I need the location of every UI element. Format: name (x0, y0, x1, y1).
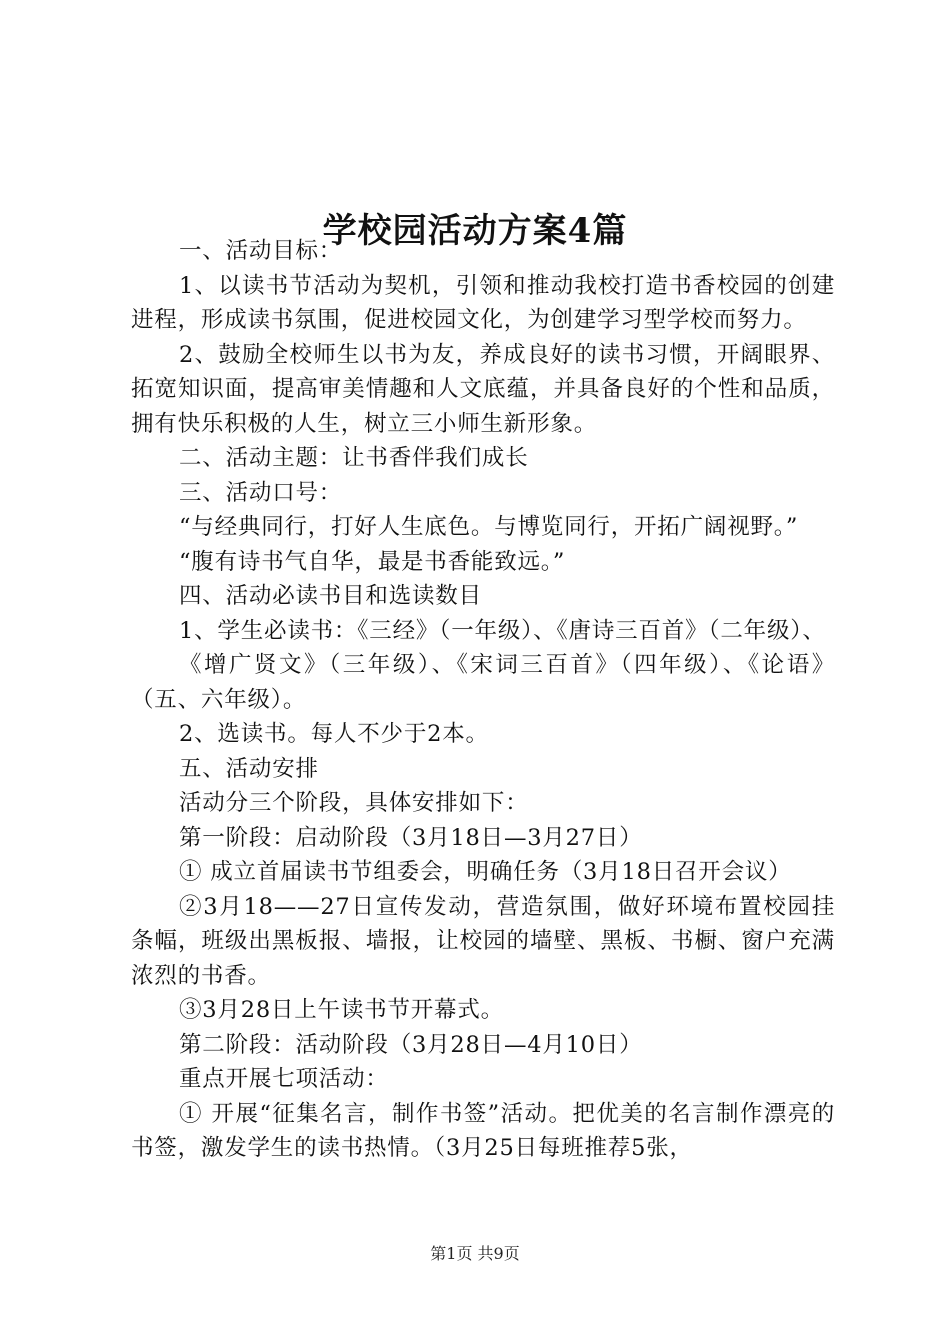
paragraph: 四、活动必读书目和选读数目 (179, 583, 482, 609)
paragraph: ③3月28日上午读书节开幕式。 (179, 997, 504, 1023)
paragraph: 一、活动目标： (179, 238, 343, 264)
document-title: 学校园活动方案4篇 (322, 210, 628, 251)
paragraph: “腹有诗书气自华，最是书香能致远。” (179, 548, 566, 575)
paragraph: 1、以读书节活动为契机，引领和推动我校打造书香校园的创建进程，形成读书氛围，促进校园文化，为创建学习型学校而努力。 (131, 272, 835, 333)
paragraph: 活动分三个阶段，具体安排如下： (179, 790, 529, 816)
paragraph: 重点开展七项活动： (179, 1066, 389, 1092)
paragraph: 二、活动主题：让书香伴我们成长 (179, 445, 529, 471)
page-number-footer: 第1页 共9页 (430, 1244, 520, 1263)
document-body (131, 234, 835, 1166)
paragraph: 1、学生必读书：《三经》（一年级）、《唐诗三百首》（二年级）、 (179, 617, 826, 644)
paragraph: “与经典同行，打好人生底色。与博览同行，开拓广阔视野。” (179, 514, 799, 540)
paragraph: ②3月18——27日宣传发动，营造氛围，做好环境布置校园挂条幅，班级出黑板报、墙报，让校园的墙壁、黑板、书橱、窗户充满浓烈的书香。 (131, 893, 835, 989)
paragraph: 2、选读书。每人不少于2本。 (179, 721, 489, 747)
paragraph: 第一阶段：启动阶段（3月18日—3月27日） (179, 824, 643, 851)
paragraph: 第二阶段：活动阶段（3月28日—4月10日） (179, 1031, 643, 1058)
paragraph: ① 成立首届读书节组委会，明确任务（3月18日召开会议） (179, 859, 792, 885)
paragraph: 五、活动安排 (179, 755, 319, 782)
paragraph: 2、鼓励全校师生以书为友，养成良好的读书习惯，开阔眼界、拓宽知识面，提高审美情趣和人文底蕴，并具备良好的个性和品质，拥有快乐积极的人生，树立三小师生新形象。 (131, 341, 835, 437)
paragraph: ① 开展“征集名言，制作书签”活动。把优美的名言制作漂亮的书签，激发学生的读书热情。（3月25日每班推荐5张， (131, 1100, 835, 1161)
paragraph: 《增广贤文》（三年级）、《宋词三百首》（四年级）、《论语》（五、六年级）。 (131, 652, 835, 713)
paragraph: 三、活动口号： (179, 479, 343, 506)
